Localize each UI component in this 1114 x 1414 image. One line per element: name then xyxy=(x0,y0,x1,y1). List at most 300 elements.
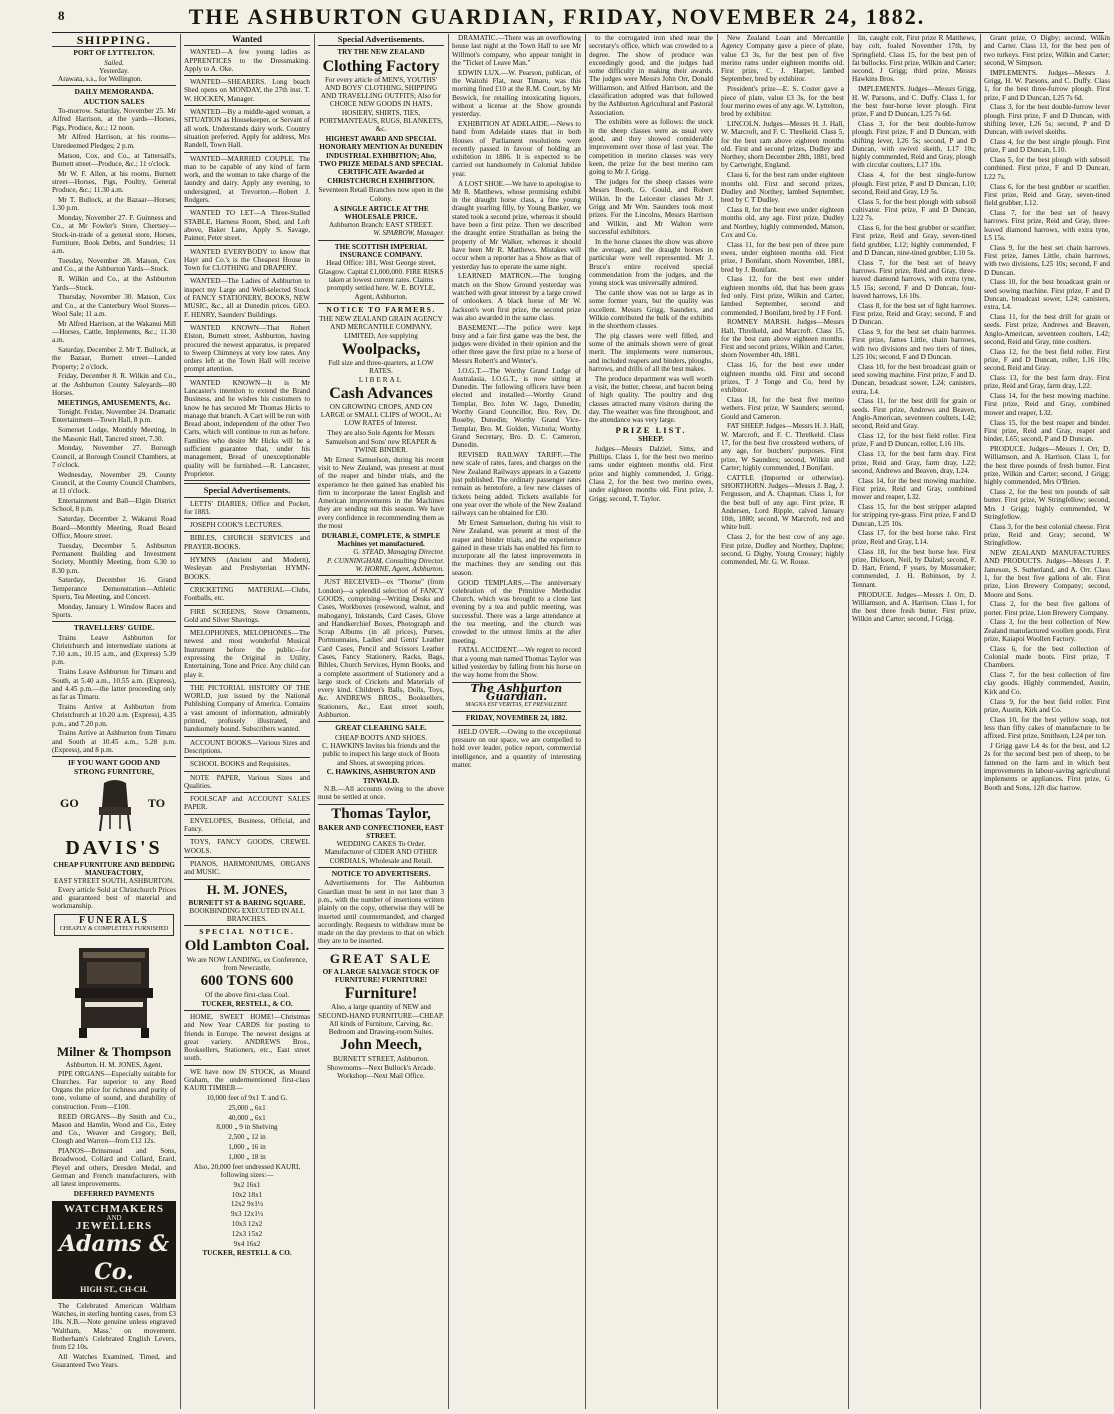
taylor-subtitle: BAKER AND CONFECTIONER, EAST STREET. xyxy=(318,823,444,840)
masthead-rule xyxy=(52,32,1104,33)
coal-tons: 600 TONS 600 xyxy=(200,973,294,990)
prize-paragraph: Class 3, for the best double-furrow lever plough. First prize, F and D Duncan, with shifting lever, L26 5s; second, P and D Duncan, with swivel skeiths. xyxy=(984,103,1110,137)
special-ad: CRICKETING MATERIAL—Clubs, Footballs, etc. xyxy=(184,585,310,603)
prize-paragraph: ROMNEY MARSH. Judges—Messrs Hall, Threlkeld, and Marcroft. Class 15, for the best ram above eighteen months. First and second prizes, Wilkin and Carter, shorn November 4th, 1881. xyxy=(721,318,844,360)
rule xyxy=(184,792,310,793)
funerals-subtitle: CHEAPLY & COMPLETELY FURNISHED xyxy=(59,925,169,932)
kauri-item: 1,000 „ 16 in xyxy=(228,1143,266,1152)
funerals-box xyxy=(54,914,174,937)
prize-paragraph: Class 6, for the best grubber or scarifier. First prize, Reid and Gray, seven-tined field grubber, L12. xyxy=(984,182,1110,208)
kauri-item: 8,000 „ 9 in Shelving xyxy=(216,1123,278,1132)
jones-name: H. M. JONES, xyxy=(206,881,288,897)
auction-list xyxy=(52,107,176,397)
sole-agents-text: They are also Sole Agents for Messrs Samuelson and Sons' new REAPER & TWINE BINDER. xyxy=(325,429,437,454)
rule xyxy=(184,553,310,554)
prize-paragraph: PRODUCE. Judges—Messrs J. Orr, D. Williamson, and A. Harrison. Class 1, for the best three pounds of fresh butter. First prize, Wilkin and Carter; second, J Grigg; highly commended, Mrs O'Brien. xyxy=(984,444,1110,487)
meeting-entry: Entertainment and Ball—Elgin District School, 8 p.m. xyxy=(52,497,176,514)
rule xyxy=(184,245,310,246)
auction-entry: Mr W. F. Allen, at his rooms, Burnett street—Horses, Pigs, Poultry, General Produce, &c.; 11.30 a.m. xyxy=(52,169,176,195)
adams-text: The Celebrated American Waltham Watches, in sterling hunting cases, from £3 10s. N.B.—Note genuine unless engraved 'Waltham, Mass.' on movement. Rotherham's Celebrated English Levers, from £2 10s. xyxy=(52,1301,176,1352)
rule xyxy=(184,321,310,322)
auction-entry: Mr Alfred Harrison, at his rooms—Unredeemed Pledges; 2 p.m. xyxy=(52,133,176,150)
prize-paragraph: Class 2, for the best ten pounds of salt butter. First prize, W Stringfellow; second, Mrs J Grigg; highly commended, W Stringfellow. xyxy=(984,487,1110,521)
notice-farmers: NOTICE TO FARMERS. xyxy=(326,304,436,314)
prize-paragraph: President's prize—E. S. Coster gave a piece of plate, value £3 3s, for the best four merino ewes of any age. W. Lyttelton, bred by exhibitor. xyxy=(721,85,844,119)
prize-paragraph: Class 13, for the best farm dray. First prize, Reid and Gray, farm dray, L22. xyxy=(984,374,1110,391)
auction-heading: AUCTION SALES xyxy=(83,96,145,106)
prize-paragraph: LINCOLN. Judges—Messrs H. J. Hall, W. Marcroft, and F. C. Threlkeld. Class 5, for the best ram above eighteen months old. First and second prizes, Dudley and Northey, shorn December 28th, 1881, bred by Cartwright, England. xyxy=(721,119,844,170)
rule xyxy=(184,518,310,519)
column-rule xyxy=(448,34,449,1409)
prize-paragraph: lin, caught colt, First prize R Matthews, bay colt, foaled November 17th, by Springfield. Class 15, for the best pen of fat bullocks. First prize, Wilkin and Carter; second, J Grigg; third prize, Messrs Hawkins Bros. xyxy=(852,34,976,84)
column-rule xyxy=(180,34,181,1409)
rule xyxy=(184,879,310,880)
prize-paragraph: Class 7, for the best set of heavy harrows. First prize, Reid and Gray, three-leaved diamond harrows, with extra tyne, L5 15s; second, F and D Duncan, four-leaved harrows, L6 10s. xyxy=(852,258,976,300)
great-sale-subtitle: OF A LARGE SALVAGE STOCK OF FURNITURE! FURNITURE! xyxy=(322,967,440,984)
prize-paragraph: Class 14, for the best mowing machine. First prize, Reid and Gray, combined mower and reaper, L32. xyxy=(984,392,1110,417)
news-paragraph: EXHIBITION AT ADELAIDE.—News to hand from Adelaide states that in both Houses of Parliament resolutions were recently passed in favour of holding an exhibition in 1886. It is expected to be carried out handsomely in Colonial Jubilee year. xyxy=(452,119,581,178)
rule xyxy=(184,75,310,76)
special-ad: ACCOUNT BOOKS—Various Sizes and Descriptions. xyxy=(184,738,310,755)
held-over-paragraph: HELD OVER.—Owing to the exceptional pressure on our space, we are compelled to hold over leader, police report, commercial intelligence, and a quantity of interesting matter. xyxy=(452,727,581,769)
rule xyxy=(184,480,310,481)
adams-logo: Adams & Co. xyxy=(59,1231,169,1286)
rule xyxy=(52,85,176,86)
coal-text: We are NOW LANDING, ex Conference, from Newcastle, xyxy=(186,955,308,973)
masthead xyxy=(0,0,1114,30)
meech-address: BURNETT STREET, Ashburton. Showrooms—Next Bullock's Arcade. Workshop—Next Mail Office. xyxy=(326,1055,436,1081)
try-heading: TRY THE NEW ZEALAND xyxy=(337,48,425,57)
news-paragraph: A LOST SHOE.—We have to apologise to Mr R. Matthews, whose promising exhibit in the draught horse class, a fine young draught yearling filly, by Young Banker, we stated took a second prize, whereas it should have been a first prize. Then we described the draught entire Strathallan as being the property of Mr Walker, whereas it should have been Mr R. Matthews. Mistakes will occur when a reporter has a Show as that of yesterday has to operate the same night. xyxy=(452,179,581,271)
report-paragraph: The produce department was well worth a visit, the butter, cheese, and bacon being of high quality. The poultry and dog classes attracted many visitors during the day. The weather was fine throughout, and the attendance was very large. xyxy=(589,374,713,425)
meetings-heading: MEETINGS, AMUSEMENTS, &c. xyxy=(57,397,171,407)
prize-paragraph: Class 5, for the best plough with subsoil combined. First prize, F and D Duncan, L22 7s. xyxy=(984,156,1110,181)
prize-paragraph: Class 17, for the best horse rake. First prize, Reid and Gray, L14. xyxy=(852,529,976,546)
port-heading: PORT OF LYTTELTON. xyxy=(73,48,155,58)
guardian-title: The Ashburton Guardian. xyxy=(470,681,563,703)
rule xyxy=(184,483,310,484)
report-paragraph: The cattle show was not so large as in some former years, but the quality was excellent. Messrs Grigg, Saunders, and Wilkin contributed the bulk of the exhibits in the shorthorn classes. xyxy=(589,288,713,331)
prize-paragraph: Class 3, for the best colonial cheese. First prize, Reid and Gray; second, W Stringfellow. xyxy=(984,522,1110,548)
column-8 xyxy=(984,34,1110,1409)
prize-paragraph: Class 7, for the best set of heavy harrows. First prize, Reid and Gray, three-leaved diamond harrows, with extra tyne, L5 15s. xyxy=(984,208,1110,242)
prize-list-horses-implements xyxy=(852,34,976,624)
prize-paragraph: Class 3, for the best double-furrow plough. First prize, F and D Duncan, with shifting lever, L26 5s; second, P and D Duncan, with swivel skeith, L17 10s; highly commended, Reid and Gray, plough with circular coulters, L17 10s. xyxy=(852,119,976,170)
wanted-ad: WANTED EVERYBODY to know that Hayr and Co.'s is the Cheapest House in Town for CLOTHING and DRAPERY. xyxy=(184,247,310,273)
prize-paragraph: Class 4, for the best single-furrow plough. First prize, P and D Duncan, L10; second, Reid and Gray, L9 5s. xyxy=(852,171,976,196)
news-paragraph: BASEMENT.—The police were kept busy and a fair first game was the best, the judges were divided in their opinion and the other three gave the first prize to a horse of Messrs Robert's and Winter's. xyxy=(452,323,581,365)
auction-entry: Tuesday, November 28. Matson, Cox and Co., at the Ashburton Yards—Stock. xyxy=(52,257,176,274)
to-label: TO xyxy=(148,795,166,810)
report-paragraph: The pig classes were well filled, and some of the animals shown were of great merit. The implements were numerous, and included reapers and binders, ploughs, harrows, and drills of all the best makes. xyxy=(589,331,713,374)
memoranda-heading: DAILY MEMORANDA. xyxy=(74,87,154,97)
furniture-illustration xyxy=(52,777,176,835)
newspaper-title: THE ASHBURTON GUARDIAN, FRIDAY, NOVEMBER 24, 1882. xyxy=(188,4,926,29)
milner-deferred: DEFERRED PAYMENTS xyxy=(73,1190,155,1199)
scottish-text: Head Office: 181, West George street, Glasgow. Capital £1,000,000. FIRE RISKS taken at lowest current rates. Claims promptly settled here. W. E. BOYLE, Agent, Ashburton. xyxy=(318,259,444,301)
rule xyxy=(184,45,310,46)
woolpacks-heading: Woolpacks, xyxy=(341,341,421,358)
chair-illustration xyxy=(90,779,140,833)
branches-text: Seventeen Retail Branches now open in the Colony. xyxy=(318,186,444,203)
column-6 xyxy=(721,34,844,1409)
funerals-title: FUNERALS xyxy=(79,914,149,926)
kauri-item: 25,000 „ 6x1 xyxy=(228,1103,266,1112)
column-3 xyxy=(318,34,444,1409)
rule xyxy=(318,948,444,949)
special-ad: SCHOOL BOOKS and Requisites. xyxy=(190,760,291,769)
hawkins-note: N.B.—All accounts owing to the above must be settled at once. xyxy=(318,784,444,802)
kauri-size: 10x3 12x2 xyxy=(231,1219,263,1228)
rule xyxy=(184,206,310,207)
durable-text: DURABLE, COMPLETE, & SIMPLE Machines yet manufactured. xyxy=(321,531,441,549)
clothing-factory: Clothing Factory xyxy=(322,57,440,75)
special-ad: LETTS' DIARIES, Office and Pocket, for 1883. xyxy=(184,499,310,516)
column-2 xyxy=(184,34,310,1409)
column-1 xyxy=(52,34,176,1409)
clearing-subtitle: CHEAP BOOTS AND SHOES. xyxy=(335,733,427,742)
coal-subtitle: Of the above first-class Coal. xyxy=(204,991,290,1000)
rule xyxy=(452,711,581,712)
hawkins-signature: C. HAWKINS, ASHBURTON AND TINWALD. xyxy=(326,768,436,785)
prize-paragraph: Class 2, for the best five gallons of porter. First prize, Lion Brewery Company. xyxy=(984,600,1110,617)
cider-text: Manufacturer of CIDER AND OTHER CORDIALS, Wholesale and Retail. xyxy=(324,848,438,865)
wedding-cakes: WEDDING CAKES To Order. xyxy=(336,840,426,849)
kauri-item: Also, 20,000 feet undressed KAURI, following sizes:— xyxy=(193,1162,301,1179)
furniture-text: Also, a large quantity of NEW and SECOND-HAND FURNITURE—CHEAP. All kinds of Furniture, Carving, &c. Bedroom and Drawing-room Suites. xyxy=(318,1003,444,1037)
prize-paragraph: Class 6, for the best collection of Colonial made boots. First prize, T Chambers. xyxy=(984,644,1110,670)
special-ad: BIBLES, CHURCH SERVICES and PRAYER-BOOKS. xyxy=(184,534,310,551)
meeting-entry: Tonight. Friday, November 24. Dramatic Entertainment—Town Hall, 8 p.m. xyxy=(52,408,176,425)
auction-entry: Matson, Cox, and Co., at Tattersall's, Burnett street—Produce, &c.; 11 o'clock. xyxy=(52,151,176,168)
rule xyxy=(318,575,444,576)
prize-paragraph: Class 10, for the best broadcast grain or seed sowing machine. First prize, F and D. Duncan, broadcast sower, L24; canisters, extra, L4. xyxy=(852,362,976,396)
kauri-items xyxy=(184,1094,310,1179)
shipping-heading: SHIPPING. xyxy=(76,34,152,47)
prize-paragraph: PRODUCE. Judges—Messrs J. Orr, D. Williamson, and A. Harrison. Class 1, for the best three fresh butter. First prize, Wilkin and Carter; second, J Grigg. xyxy=(852,590,976,624)
samuelson-text: Mr Ernest Samuelson, during his recent visit to New Zealand, was present at most of the reaper and binder trials, and the experience he then gained has enabled his firm to incorporate the latest English and American improvements in the Machines they are sending out this season. We have every confidence in recommending them as the most xyxy=(318,455,444,531)
column-rule xyxy=(585,34,586,1409)
special-notice: SPECIAL NOTICE. xyxy=(199,927,295,937)
adams-address: HIGH ST., CH-CH. xyxy=(80,1285,148,1295)
kauri-size: 9x3 12x1½ xyxy=(230,1210,264,1219)
prize-paragraph: Class 10, for the best broadcast grain or seed sowing machine. First prize, F and D Duncan, broadcast sower, L24; canisters, extra, L4. xyxy=(984,278,1110,312)
special-ad: THE PICTORIAL HISTORY OF THE WORLD, just issued by the National Publishing Company of America. Contains a vast amount of information, admirably printed, profusely illustrated, and handsomely bound. Subscribers wanted. xyxy=(184,683,310,734)
rule xyxy=(318,804,444,805)
column-rule xyxy=(717,34,718,1409)
liberal-label: LIBERAL xyxy=(358,375,404,384)
train-entry: Trains Leave Ashburton for Christchurch and intermediate stations at 7.10 a.m., 10.15 a.m., and (Express) 5.39 p.m. xyxy=(52,633,176,667)
notice-advertisers-text: Advertisements for The Ashburton Guardian must be sent in not later than 3 p.m., with the number of insertions written plainly on the copy, otherwise they will be inserted until countermanded, and charged accordingly. Requests to withdraw must be made on the day previous to that on which they are to be inserted. xyxy=(318,879,444,946)
kauri-item: 2,500 „ 12 in xyxy=(228,1133,266,1142)
rule xyxy=(184,681,310,682)
wanted-ad: WANTED—MARRIED COUPLE. The man to be capable of any kind of farm work, and the woman to take charge of the laundry and dairy. Apply any evening, to undersigned, at Trevorton.—Robert J. Rodgers. xyxy=(184,154,310,205)
home-sweet-home-ad: HOME, SWEET HOME!—Christmas and New Year CARDS for posting to friends in Europe. The newest designs at great variety. ANDREWS Bros., Booksellers, Stationers, etc., East street south. xyxy=(184,1012,310,1063)
horne-signature: W. HORNE, Agent, Ashburton. xyxy=(355,565,444,574)
column-5 xyxy=(589,34,713,1409)
meeting-entry: Somerset Lodge, Monthly Meeting, in the Masonic Hall, Tancred street, 7.30. xyxy=(52,426,176,443)
prize-paragraph: Class 18, for the best horse hoe. First prize, Dickson, Neil, by Dalzel; second, F. D. Hart, Friend, F years, by Mossmaker; commended, J. H. Robinson, by J. Tennant. xyxy=(852,547,976,589)
special-ad: TOYS, FANCY GOODS, CREWEL WOOLS. xyxy=(184,838,310,855)
kauri-size: 12x3 15x2 xyxy=(231,1229,263,1238)
prize-paragraph: Class 11, for the best drill for grain or seeds. First prize, Andrews and Beaven, Anglo-American, seventeen coulters, L42; second, Reid and Gray, nine coulters. xyxy=(984,313,1110,346)
stead-signature: G. STEAD, Managing Director. xyxy=(353,548,444,557)
prize-paragraph: Class 14, for the best mowing machine. First prize, Reid and Gray, combined mower and reaper, L32. xyxy=(852,476,976,502)
auction-entry: Saturday, December 2. Mr T. Bullock, at the Bazaar, Burnett street—Landed Property; 2 o'clock. xyxy=(52,346,176,371)
auction-entry: To-morrow. Saturday, November 25. Mr Alfred Harrison, at the yards—Horses, Pigs, Produce, &c.; 12 noon. xyxy=(52,107,176,132)
kauri-size: 9x2 16x1 xyxy=(233,1180,261,1189)
wanted-ad: WANTED KNOWN—It is Mr Lancaster's intention to extend the Brand Business, and he wishes his customers to know he has secured Mr Thomas Hicks to manage that branch. A Cart will be run with Bread about, independent of the other Two Carts, which will continue to run as before. Families who desire Mr Hicks will be a sufficient guarantee that, under his management, Bread of unexceptionable quality will be furnished.—R. Lancaster, Proprietor. xyxy=(184,378,310,478)
special-list xyxy=(184,500,310,880)
prize-paragraph: Class 8, for the best ewe under eighteen months old, any age. First prize, Dudley and Northey, highly commended, Matson, Cox and Co. xyxy=(721,205,844,239)
column-rule xyxy=(980,34,981,1409)
great-sale: GREAT SALE xyxy=(329,950,433,966)
sailed-label: Sailed. xyxy=(104,58,124,67)
and-label: AND xyxy=(106,1213,122,1222)
just-received-ad: JUST RECEIVED—ex "Thorne" (from London)—a splendid selection of FANCY GOODS, comprising—Writing Desks and Cases, Workboxes (rosewood, walnut, and mahogany), Inkstands, Card Cases, Glove and Handkerchief Boxes, Photograph and Scrap Albums (in all prices), Purses, Portmonnaies, Ladies' and Gents' Leather Card Cases, Pencil and Scissors Leather Cases, Fancy Stationery, Racks, Bags, Bibles, Church Services, Hymn Books, and a complete assortment of Stationery and a large stock of Crickets and Materials of every kind. Children's Balls, Dolls, Toys, &c. ANDREWS BROS., Booksellers, Stationers, &c., East street south, Ashburton. xyxy=(318,578,444,720)
news-paragraph: LEARNED MATRON.—The longing match on the Show Ground yesterday was watched with great interest by a large crowd of onlookers. A black horse of Mr W. Jackson's won first prize, the second prize was also awarded in the same class. xyxy=(452,272,581,322)
prize-paragraph: Class 9, for the best set chain harrows. First prize, James Little, chain harrows, with two divisions, L25 10s; second, F and D Duncan. xyxy=(984,243,1110,277)
prize-paragraph: Class 3, for the best collection of New Zealand manufactured woollen goods. First prize, Kaiapoi Woollen Factory. xyxy=(984,618,1110,643)
rule xyxy=(318,867,444,868)
clothing-text: For every article of MEN'S, YOUTHS' AND BOYS' CLOTHING, SHIPPING AND TRAVELLING OUTFITS; Also for CHOICE NEW GOODS IN HATS, HOSIERY, SHIRTS, TIES, PORTMANTEAUS, RUGS, BLANKETS, &c. xyxy=(319,75,443,134)
meeting-entry: Wednesday, November 29. County Council, at the County Council Chambers, at 11 o'clock. xyxy=(52,470,176,496)
prize-paragraph: NEW ZEALAND MANUFACTURES AND PRODUCTS. Judges—Messrs J. P. Jameson, S. Sutherland, and A. Orr. Class 1, for the best five gallons of ale. First prize, Lion Brewery Company; second, Moore and Sons. xyxy=(984,549,1110,599)
news-paragraph: I.O.G.T.—The Worthy Grand Lodge of Australasia, I.O.G.T., is now sitting at Dunedin. The following officers have been elected and installed:—Worthy Grand Templar, Bro. John W. Jago, Dunedin; Worthy Grand Councillor, Bro. Rev. Dr. Roseby, Dunedin; Worthy Grand Vice-Templar, Bro. M. Golden, Victoria; Worthy Grand Secretary, Bro. D. C. Cameron, Dunedin. xyxy=(452,366,581,450)
special-ad: PIANOS, HARMONIUMS, ORGANS and MUSIC. xyxy=(184,859,310,877)
rule xyxy=(184,1010,310,1011)
prize-paragraph: Class 16, for the best ewe under eighteen months old. First and second prizes, T J Tonge and Co, bred by exhibitor. xyxy=(721,361,844,395)
meeting-entry: Saturday, December 2. Wakanui Road Board—Monthly Meeting, Road Board Office, Moore street. xyxy=(52,515,176,540)
guardian-date: FRIDAY, NOVEMBER 24, 1882. xyxy=(465,714,568,723)
prize-paragraph: Class 13, for the best farm dray. First prize, Reid and Gray, farm dray, L22; second, Andrews and Beaven, dray, L24. xyxy=(852,450,976,475)
train-entry: Trains Arrive at Ashburton from Timaru and South at 10.45 a.m., 5.28 p.m. (Express), and 8 p.m. xyxy=(52,729,176,754)
jones-address: BURNETT ST & BARING SQUARE. xyxy=(188,898,306,907)
rule xyxy=(184,531,310,532)
column-rule xyxy=(314,34,315,1409)
news-paragraph: FATAL ACCIDENT.—We regret to record that a young man named Thomas Taylor was killed yesterday by falling from his horse on the way home from the Show. xyxy=(452,646,581,680)
organ-illustration xyxy=(69,940,159,1040)
meeting-entry: Tuesday, December 5. Ashburton Permanent Building and Investment Society, Monthly Meeting, from 6.30 to 8.30 p.m. xyxy=(52,541,176,575)
prize-paragraph: Class 12, for the best field roller. First prize, F and D Duncan, roller, L16 10s; second, Reid and Gray. xyxy=(984,347,1110,373)
meeting-entry: Saturday, December 16. Grand Temperance Demonstration—Athletic Sports, Tea Meeting, and Concert. xyxy=(52,576,176,601)
prize-paragraph: New Zealand Loan and Mercantile Agency Company gave a piece of plate, value £3 3s, for the best pen of five merino rams under eighteen months old. First prize, C. J. Harper, lambed September, bred by exhibitor. xyxy=(721,34,844,84)
page-number: 8 xyxy=(58,8,65,23)
prize-paragraph: Grant prize, O Digby; second, Wilkin and Carter. Class 13, for the best pen of two turkeys. First prize, Wilkin and Carter; second, W Simpson. xyxy=(984,34,1110,67)
rule xyxy=(318,240,444,241)
hawkins-text: C. HAWKINS Invites his friends and the public to inspect his large stock of Boots and Shoes, at sweeping prices. xyxy=(322,741,440,767)
prize-paragraph: Class 12, for the best ewe under eighteen months old, that has been grass fed only. First prize, Wilkin and Carter, lambed September, second and commended, J Bonifant, bred by J F Ford. xyxy=(721,275,844,317)
prize-paragraph: Class 11, for the best pen of three pure ewes, under eighteen months old. First prize, J Bonifant, shorn November, 1881, bred by J. Bonifant. xyxy=(721,240,844,274)
sailed-day: Yesterday. xyxy=(99,66,129,75)
cunningham-signature: P. CUNNINGHAM, Consulting Director. xyxy=(326,556,444,565)
guardian-motto: MAGNA EST VERITAS, ET PREVALEBIT. xyxy=(465,702,568,709)
prize-paragraph: IMPLEMENTS. Judges—Messrs Grigg, H. W. Parsons, and C. Duffy. Class 1, for the best four-horse lever plough. First prize, F and D Duncan, L25 7s 6d. xyxy=(852,85,976,119)
cash-advances: Cash Advances xyxy=(329,384,433,402)
train-entry: Trains Arrive at Ashburton from Christchurch at 10.20 a.m. (Express), 4.35 p.m., and 7.20 p.m. xyxy=(52,702,176,728)
wanted-heading: Wanted xyxy=(231,34,262,44)
tucker-signature-2: TUCKER, RESTELL & CO. xyxy=(202,1249,292,1258)
kauri-size: 9x4 16x2 xyxy=(233,1239,261,1248)
news-paragraph: Mr Ernest Samuelson, during his visit to New Zealand, was present at most of the reaper and binder trials, and the experience gained in these trials has enabled his firm to incorporate all the latest improvements in the machines they are sending out this season. xyxy=(452,518,581,577)
wanted-ad: WANTED KNOWN—That Robert Elston, Burnett street, Ashburton, having procured the newest apparatus, is prepared to Sweep Chimneys at very low rates. Any orders left at the Town Hall will receive prompt attention. xyxy=(184,323,310,374)
woolpacks-subtitle: Full size and three-quarters, at LOW RATES. xyxy=(328,359,434,376)
rule xyxy=(452,725,581,726)
kauri-size: 10x2 18x1 xyxy=(231,1190,263,1199)
notice-advertisers: NOTICE TO ADVERTISERS. xyxy=(331,869,431,879)
special-ad: FOOLSCAP and ACCOUNT SALES PAPER. xyxy=(184,795,310,812)
auction-entry: Thursday, November 30. Matson, Cox and Co., at the Canterbury Wool Stores—Wool Sale; 11 a.m. xyxy=(52,293,176,318)
special-ad: NOTE PAPER, Various Sizes and Qualities. xyxy=(184,773,310,790)
prize-paragraph: Class 15, for the best stripper adapted for stripping rye-grass. First prize, F and D Duncan, L25 10s. xyxy=(852,503,976,528)
davis-subtitle: CHEAP FURNITURE AND BEDDING MANUFACTORY, xyxy=(53,860,175,878)
prize-paragraph: Class 11, for the best drill for grain or seeds. First prize, Andrews and Beaven, Anglo-American, seventeen coulters, L42; second, Reid and Gray. xyxy=(852,397,976,431)
travellers-list xyxy=(52,634,176,755)
award-text: HIGHEST AWARD AND SPECIAL HONORARY MENTION At DUNEDIN INDUSTRIAL EXHIBITION; Also, TWO PRIZE MEDALS AND SPECIAL CERTIFICATE Awarded at CHRISTCHURCH EXHIBITION. xyxy=(319,135,443,185)
prize-paragraph: Class 18, for the best five merino wethers. First prize, W Saunders; second, Gould and Cameron. xyxy=(721,395,844,421)
rule xyxy=(184,605,310,606)
report-paragraph: In the horse classes the show was above the average, and the draught horses in particular were well represented. Mr J. Bruce's entire received special commendation from the judges, and the young stock was universally admired. xyxy=(589,237,713,288)
rule xyxy=(184,626,310,627)
prize-list-heading: PRIZE LIST. xyxy=(615,425,687,436)
furniture-intro: IF YOU WANT GOOD AND STRONG FURNITURE, xyxy=(67,758,161,776)
adams-text-2: All Watches Examined, Timed, and Guaranteed Two Years. xyxy=(52,1352,176,1370)
wanted-ad: WANTED—By a middle-aged woman, a SITUATION as Housekeeper, or Servant of all work. Understands dairy work. Country situation preferred. Apply for address, Mrs Randell, Town Hall. xyxy=(184,108,310,150)
wholesale-text: A SINGLE ARTICLE AT THE WHOLESALE PRICE. xyxy=(333,204,429,221)
special-ad: ENVELOPES, Business, Official, and Fancy. xyxy=(184,816,310,834)
rule xyxy=(184,771,310,772)
special-heading: Special Advertisements. xyxy=(203,485,291,496)
rule xyxy=(184,274,310,275)
auction-entry: Monday, November 27. F. Guinness and Co., at Mr Fowler's Store, Chertsey—Stock-in-trade of a general store, Horses, Furniture, Book Debts, and Sundries; 11 a.m. xyxy=(52,214,176,256)
dramatic-paragraph: DRAMATIC.—There was an overflowing house last night at the Town Hall to see Mr Willmot's company, who appear tonight in the "Ticket of Leave Man." xyxy=(452,34,581,67)
kauri-grid xyxy=(184,1181,310,1248)
report-paragraph: The judges for the sheep classes were Messrs Booth, G. Gould, and Robert Wilkin. In the Leicester classes Mr J. Grigg and Mr Wm. Saunders took most prizes. For the Lincolns, Messrs Harrison and Wilkin, and Mr Walton were successful exhibitors. xyxy=(589,178,713,236)
column-7 xyxy=(852,34,976,1409)
jones-note: BOOKBINDING EXECUTED IN ALL BRANCHES. xyxy=(189,906,305,924)
watchmakers-banner xyxy=(52,1201,176,1298)
prize-paragraph: Class 7, for the best collection of fire clay goods. Highly commended, Austin, Kirk and Co. xyxy=(984,671,1110,696)
milner-text-2: REED ORGANS—By Smith and Co., Mason and Hamlin, Wood and Co., Estey and Co., Weaver and Gregory, Bell, Clough and Warren—from £12 12s. xyxy=(52,1112,176,1146)
wanted-ad: WANTED—SHEARERS. Long beach Shed opens on MONDAY, the 27th inst. T. W. HOCKEN, Manager. xyxy=(184,78,310,103)
jewellers-title: JEWELLERS xyxy=(75,1220,153,1233)
coal-heading: Old Lambton Coal. xyxy=(184,937,310,954)
kauri-item: 10,000 feet of 9x1 T. and G. xyxy=(206,1094,288,1103)
travellers-heading: TRAVELLERS' GUIDE. xyxy=(73,623,155,633)
rule xyxy=(184,1065,310,1066)
auction-entry: Friday, December 8. R. Wilkin and Co., at the Ashburton County Saleyards—80 Horses. xyxy=(52,372,176,398)
davis-name: DAVIS'S xyxy=(65,836,163,859)
column-rule xyxy=(848,34,849,1409)
prize-paragraph: Class 5, for the best plough with subsoil cultivator. First prize, F and D Duncan, L22 7s. xyxy=(852,197,976,223)
rule xyxy=(184,736,310,737)
sailed-text: Arawata, s.s., for Wellington. xyxy=(58,75,143,84)
nz-grain-text: THE NEW ZEALAND GRAIN AGENCY AND MERCANTILE COMPANY, LIMITED, Are supplying xyxy=(319,315,443,340)
wanted-ad: WANTED—A few young ladies as APPRENTICES to the Dressmaking. Apply to A. Oke. xyxy=(184,48,310,73)
go-label: GO xyxy=(60,795,79,810)
special-ad: FIRE SCREENS, Stove Ornaments, Gold and Silver Shavings. xyxy=(184,607,310,624)
prize-paragraph: Class 15, for the best reaper and binder. First prize, Reid and Gray, reaper and binder, L65; second, P and D Duncan. xyxy=(984,418,1110,444)
prize-paragraph: Class 9, for the best set chain harrows. First prize, James Little, chain harrows, with two divisions and two tiers of tines, L25 10s; second, F and D Duncan. xyxy=(852,328,976,361)
meeting-entry: Monday, January 1. Winslow Races and Sports. xyxy=(52,602,176,619)
rule xyxy=(318,303,444,304)
prize-paragraph: Class 4, for the best single plough. First prize, F and D Duncan, L10. xyxy=(984,138,1110,155)
prize-paragraph: Class 2, for the best cow of any age. First prize, Dudley and Northey, Daphne; second, G Digby, Young Crossey; highly commended, Mr. G. W. Rouse. xyxy=(721,533,844,567)
prize-list-sheep-cattle xyxy=(721,34,844,566)
rule xyxy=(184,757,310,758)
wanted-ad: WANTED TO LET—A Three-Stalled STABLE, Harness Room, Shed, and Loft above, Baker Lane, Apply S. Savage, Painter, Peter street. xyxy=(184,209,310,243)
special-ad: MELOPHONES, MELOPHONES—The newest and most wonderful Musical Instrument before the public—for expressing the Original in Utility, Entertaining, Tone and Price. Any child can play it. xyxy=(184,629,310,679)
meetings-list xyxy=(52,408,176,619)
prize-paragraph: Class 8, for the best set of light harrows. First prize, Reid and Gray; second, F and D Duncan. xyxy=(852,301,976,327)
davis-address: EAST STREET SOUTH, ASHBURTON. xyxy=(54,877,174,886)
rule xyxy=(52,621,176,622)
rule xyxy=(184,857,310,858)
prize-paragraph: Class 12, for the best field roller. First prize, F and D Duncan, roller, L16 10s. xyxy=(852,432,976,449)
prize-paragraph: Class 10, for the best yellow soap, not less than fifty cakes of manufacture to be affixed. First prize, Smithson, L24 per ton. xyxy=(984,715,1110,741)
wanted-ad: WANTED—The Ladies of Ashburton to inspect my Large and Well-selected Stock of FANCY STATIONERY, BOOKS, NEW MUSIC, &c., all at Dunedin prices. GEO. F. HENRY, Saunders' Buildings. xyxy=(184,277,310,319)
clearing-sale: GREAT CLEARING SALE. xyxy=(335,723,427,733)
cash-text: ON GROWING CROPS, AND ON LARGE or SMALL CLIPS of WOOL, At LOW RATES of Interest. xyxy=(320,402,442,428)
wanted-list xyxy=(184,48,310,481)
report-paragraph: to the corrugated iron shed near the secretary's office, which was crowded to a degree. The show of produce was exceedingly good, and the judges had some difficulty in making their awards. The judges were Messrs John Orr, Donald Williamson, and Alfred Harrison, and the classification adopted was that followed by the Ashburton Agricultural and Pastoral Association. xyxy=(589,34,713,117)
news-paragraph: EDWIN LUX.—W. Pearson, publican, of the Waitohi Flat, near Timaru, was this morning fined £10 at the R.M. Court, by Mr Beswick, for retailing intoxicating liquors, without a license at the Show grounds yesterday. xyxy=(452,68,581,119)
rule xyxy=(184,105,310,106)
news-paragraph: GOOD TEMPLARS.—The anniversary celebration of the Primitive Methodist Church, which was brought to a close last evening by a tea and public meeting, was successful. There was a large attendance at the tea meeting, and the church was crowded to the utmost limits at the after meeting. xyxy=(452,578,581,645)
kauri-size: 12x2 9x1½ xyxy=(230,1200,264,1209)
rule xyxy=(184,814,310,815)
auction-entry: Mr T. Bullock, at the Bazaar—Horses; 1.30 p.m. xyxy=(52,196,176,213)
rule xyxy=(184,152,310,153)
rule xyxy=(184,376,310,377)
rule xyxy=(184,497,310,498)
column-4 xyxy=(452,34,581,1409)
special-heading-3: Special Advertisements. xyxy=(337,34,425,44)
milner-text-3: PIANOS—Brinsmead and Sons, Broadwood, Collard and Collard, Erard, Pleyel and others, Dresden Medal, and German and French manufacturers, with all latest improvements. xyxy=(52,1147,176,1189)
rule xyxy=(184,835,310,836)
prize-list-produce xyxy=(984,34,1110,792)
rule xyxy=(318,45,444,46)
davis-text: Every article Sold at Christchurch Prices and guaranteed best of material and workmanship. xyxy=(52,885,176,911)
meech-name: John Meech, xyxy=(340,1037,422,1054)
news-paragraph: REVISED RAILWAY TARIFF.—The new scale of rates, fares, and charges on the New Zealand Railways appears in a Gazette just published. The ordinary passenger rates remain as heretofore, a few new classes of tickets being added. Tickets available for one year over the whole of the New Zealand railways can be obtained for £30. xyxy=(452,451,581,518)
rule xyxy=(184,583,310,584)
auction-entry: Mr Alfred Harrison, at the Wakanui Mill—Horses, Cattle, Implements, &c.; 11.30 a.m. xyxy=(52,319,176,345)
ashburton-branch: Ashburton Branch: EAST STREET. xyxy=(329,221,433,230)
auction-entry: R. Wilkin and Co., at the Ashburton Yards—Stock. xyxy=(52,275,176,292)
milner-name: Milner & Thompson xyxy=(56,1044,172,1060)
milner-text: PIPE ORGANS—Especially suitable for Churches. Far superior to any Reed Organs the price for richness and purity of tone, volume of sound, and durability of construction. From—£100. xyxy=(52,1069,176,1111)
taylor-name: Thomas Taylor, xyxy=(331,805,431,822)
watchmakers-title: WATCHMAKERS xyxy=(63,1203,165,1216)
show-report xyxy=(589,34,713,425)
scottish-heading: THE SCOTTISH IMPERIAL INSURANCE COMPANY. xyxy=(334,242,428,260)
prize-paragraph: IMPLEMENTS. Judges—Messrs J. Grigg, H. W. Parsons, and C. Duffy. Class 1, for the best three-furrow plough. First prize, F and D Duncan, L25 7s 6d. xyxy=(984,68,1110,102)
special-ad: JOSEPH COOK'S LECTURES. xyxy=(190,521,283,530)
rule xyxy=(52,756,176,757)
kauri-item: 1,000 „ 18 in xyxy=(228,1152,266,1161)
report-paragraph: The exhibits were as follows: the stock in the sheep classes were as usual very good, and they showed considerable improvement over those of last year. The competition in merino classes was very keen, the prize for the best merino ram going to Mr J. Grigg. xyxy=(589,118,713,177)
prize-paragraph: Class 9, for the best field roller. First prize, Austin, Kirk and Co. xyxy=(984,697,1110,714)
milner-address: Ashburton. H. M. JONES, Agent. xyxy=(65,1061,163,1070)
news-paragraphs xyxy=(452,69,581,680)
rule xyxy=(184,925,310,926)
prize-paragraph: J Grigg gave L4 4s for the best, and L2 2s for the second best pen of sheep, to be fattened on the farm and in which best improvements in labour-saving agricultural implements or appliances. First prize, G Booth and Sons, 12ft disc harrow. xyxy=(984,742,1110,792)
meeting-entry: Monday, November 27. Borough Council, at Borough Council Chambers, at 7 o'clock. xyxy=(52,444,176,469)
sparrow-signature: W. SPARROW, Manager. xyxy=(373,229,444,238)
prize-paragraph: Class 6, for the best ram under eighteen months old. First and second prizes, Dudley and Northey, lambed September, bred by C T Dudley. xyxy=(721,171,844,205)
special-ad: HYMNS (Ancient and Modern), Wesleyan and Presbyterian HYMN-BOOKS. xyxy=(184,556,310,581)
